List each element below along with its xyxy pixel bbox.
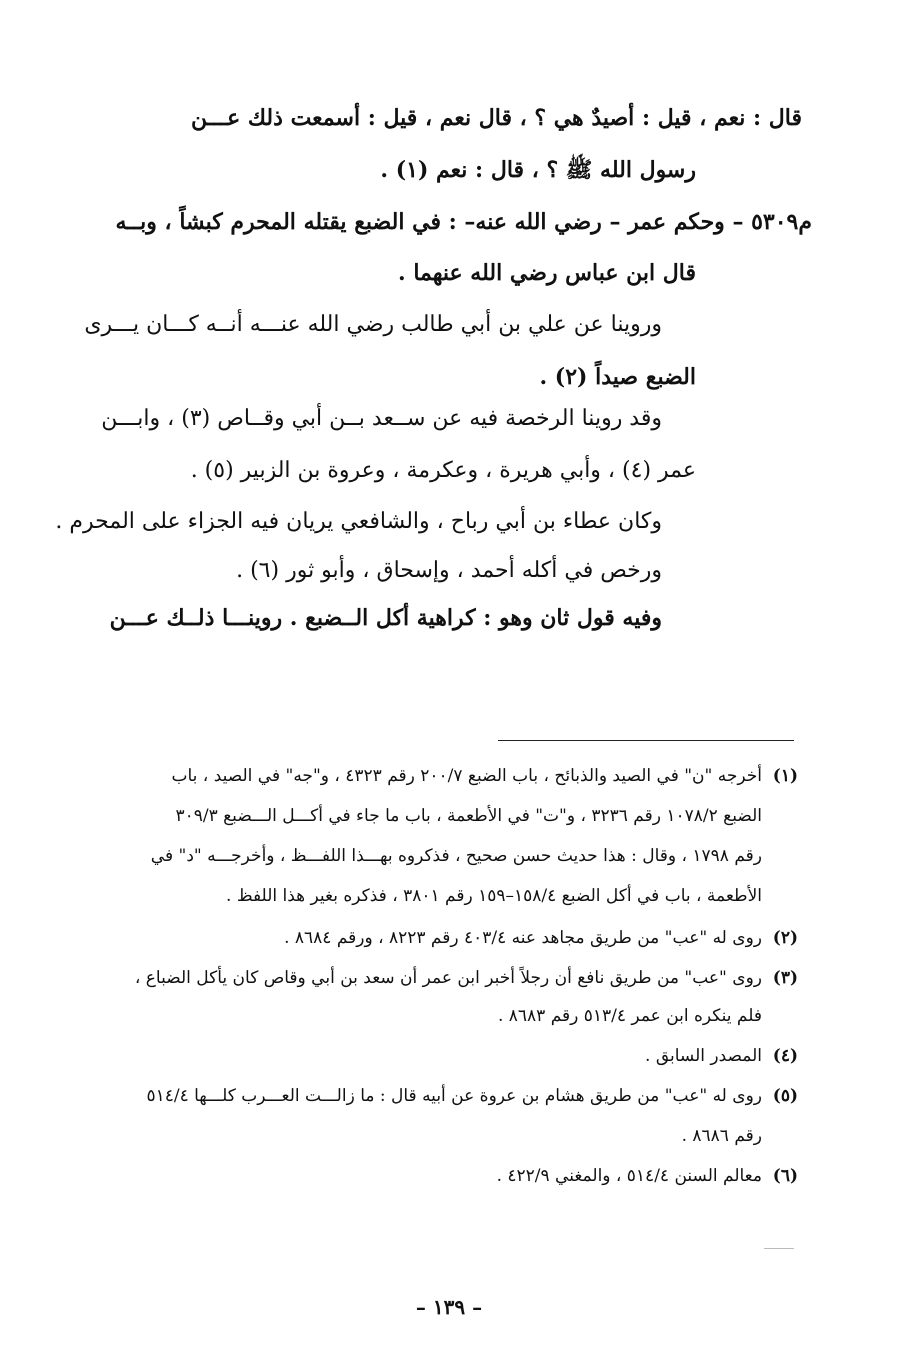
footnote-number: (٥) — [772, 1086, 798, 1106]
footnote-4 — [645, 1044, 798, 1068]
footnote-text: معالم السنن ٥١٤/٤ ، والمغني ٤٢٢/٩ . — [496, 1166, 762, 1186]
footnote-3-line-2: فلم ينكره ابن عمر ٥١٣/٤ رقم ٨٦٨٣ . — [497, 1006, 762, 1026]
footnote-number: (٤) — [772, 1046, 798, 1066]
footnote-separator — [498, 740, 794, 741]
main-line-10: ورخص في أكله أحمد ، وإسحاق ، وأبو ثور (٦) . — [236, 558, 662, 583]
main-line-8: عمر (٤) ، وأبي هريرة ، وعكرمة ، وعروة بن الزبير (٥) . — [190, 458, 696, 483]
footnote-number: (٣) — [772, 968, 798, 988]
main-line-6: الضبع صيداً (٢) . — [539, 364, 696, 390]
main-line-11: وفيه قول ثان وهو : كراهية أكل الــضبع . روينـــا ذلــك عـــن — [109, 605, 662, 631]
footnote-3 — [135, 966, 798, 990]
footnote-1-line-2: الضبع ١٠٧٨/٢ رقم ٣٢٣٦ ، و"ت" في الأطعمة ، باب ما جاء في أكـــل الـــضبع ٣٠٩/٣ — [175, 806, 762, 826]
main-line-5: وروينا عن علي بن أبي طالب رضي الله عنـــه أنــه كـــان يـــرى — [84, 312, 662, 337]
footnote-5-line-2: رقم ٨٦٨٦ . — [681, 1126, 762, 1146]
footnote-1-line-4: الأطعمة ، باب في أكل الضبع ١٥٨/٤–١٥٩ رقم ٣٨٠١ ، فذكره بغير هذا اللفظ . — [226, 886, 762, 906]
main-line-4: قال ابن عباس رضي الله عنهما . — [398, 260, 696, 286]
footnote-text: روى له "عب" من طريق هشام بن عروة عن أبيه قال : ما زالـــت العـــرب كلـــها ٥١٤/٤ — [146, 1086, 762, 1106]
footnote-1-line-3: رقم ١٧٩٨ ، وقال : هذا حديث حسن صحيح ، فذكروه بهـــذا اللفـــظ ، وأخرجـــه "د" في — [150, 846, 762, 866]
main-line-9: وكان عطاء بن أبي رباح ، والشافعي يريان فيه الجزاء على المحرم . — [55, 509, 662, 534]
footnote-1 — [171, 764, 798, 788]
footnote-2 — [284, 926, 798, 950]
footnote-5 — [146, 1084, 798, 1108]
footnote-text: المصدر السابق . — [645, 1046, 762, 1066]
footnote-text: روى "عب" من طريق نافع أن رجلاً أخبر ابن عمر أن سعد بن أبي وقاص كان يأكل الضباع ، — [134, 968, 762, 988]
main-line-7: وقد روينا الرخصة فيه عن ســعد بــن أبي وقــاص (٣) ، وابـــن — [101, 406, 662, 431]
page-number: – ١٣٩ – — [415, 1295, 483, 1319]
footnote-number: (١) — [772, 766, 798, 786]
main-line-1: قال : نعم ، قيل : أصيدٌ هي ؟ ، قال نعم ، قيل : أسمعت ذلك عـــن — [191, 105, 802, 131]
footnote-number: (٦) — [772, 1166, 798, 1186]
footnote-6 — [497, 1164, 798, 1188]
main-line-2: رسول الله ﷺ ؟ ، قال : نعم (١) . — [380, 157, 696, 183]
footnote-text: روى له "عب" من طريق مجاهد عنه ٤٠٣/٤ رقم ٨٢٢٣ ، ورقم ٨٦٨٤ . — [284, 928, 762, 948]
faint-mark — [764, 1248, 794, 1249]
footnote-number: (٢) — [772, 928, 798, 948]
main-line-3: م٥٣٠٩ – وحكم عمر – رضي الله عنه– : في الضبع يقتله المحرم كبشاً ، وبــه — [115, 209, 812, 235]
footnote-text: أخرجه "ن" في الصيد والذبائح ، باب الضبع ٢٠٠/٧ رقم ٤٣٢٣ ، و"جه" في الصيد ، باب — [171, 766, 762, 786]
